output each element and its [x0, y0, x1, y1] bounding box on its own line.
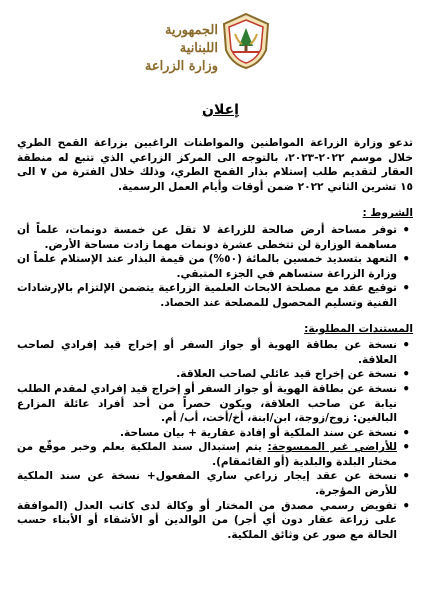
list-item: • توفر مساحة أرض صالحة للزراعة لا تقل عن خمسة دونمات، علماً أن مساهمة الوزارة لن تتخطى عشرة دونمات مهما زادت مساحة الأرض. [17, 223, 397, 252]
unregistered-label: للأراضي غير الممسوحة: [267, 441, 397, 454]
intro-paragraph: تدعو وزارة الزراعة المواطنين والمواطنات الراغبين بزراعة القمح الطري خلال موسم ٢٠٢٢-٢٠٢٣، بالتوجه الى المركز الزراعي الذي تتبع له منطقة العقار لتقديم طلب إستلام بذار القمح الطري، وذلك خلال الفترة من ٧ الى ١٥ تشرين الثاني ٢٠٢٢ ضمن أوقات وأيام العمل الرسمية. [17, 137, 414, 193]
ministry-name: وزارة الزراعة [144, 59, 218, 74]
conditions-heading: الشروط : [362, 207, 413, 220]
letterhead [0, 8, 441, 74]
documents-heading: المستندات المطلوبة: [304, 322, 413, 335]
list-item: • توقيع عقد مع مصلحة الابحاث العلمية الزراعية يتضمن الإلتزام بالإرشادات الفنية وتسليم المحصول للمصلحة عند الحصاد. [17, 281, 397, 310]
list-item [17, 440, 397, 469]
unregistered-text: يتم إستبدال سند الملكية بعلم وخبر موقّع من مختار البلدة والبلدية (أو القائمقام). [17, 441, 397, 468]
ministry-emblem-icon [220, 12, 272, 70]
list-item: • تفويض رسمي مصدق من المختار أو وكالة لدى كاتب العدل (الموافقة على زراعة عقار دون أي أجر) من الوالدين أو الأشقاء أو الأبناء حسب الحالة مع صور عن وثائق الملكية. [17, 499, 397, 543]
list-item: • التعهد بتسديد خمسين بالمائة (٥٠%) من قيمة البذار عند الإستلام علماً ان وزارة الزراعة ستساهم في الجزء المتبقي. [17, 252, 397, 281]
list-item: • نسخة عن سند الملكية أو إفادة عقارية + بيان مساحة. [17, 426, 397, 441]
announcement-body [17, 136, 413, 553]
list-item: • نسخة عن بطاقة الهوية أو جواز السفر أو إخراج قيد إفرادي لصاحب العلاقة. [17, 338, 397, 367]
documents-list [17, 338, 413, 542]
ministry-name-block [128, 22, 218, 76]
conditions-list [17, 223, 413, 311]
list-item: • نسخة عن عقد إيجار زراعي ساري المفعول+ نسخة عن سند الملكية للأرض المؤجرة. [17, 469, 397, 498]
list-item: • نسخة عن بطاقة الهوية أو جواز السفر أو إخراج قيد إفرادي لمقدم الطلب نيابة عن صاحب العلاقة، ويكون حصراً من أحد أفراد عائلة المزارع البالغين: زوج/زوجة، ابن/ابنة، أخ/أخت، أب/ أم. [17, 382, 397, 426]
announcement-title: إعلان [202, 102, 239, 118]
republic-name: الجمهورية اللبنانية [164, 23, 218, 56]
list-item: • نسخة عن إخراج قيد عائلي لصاحب العلاقة. [17, 367, 397, 382]
